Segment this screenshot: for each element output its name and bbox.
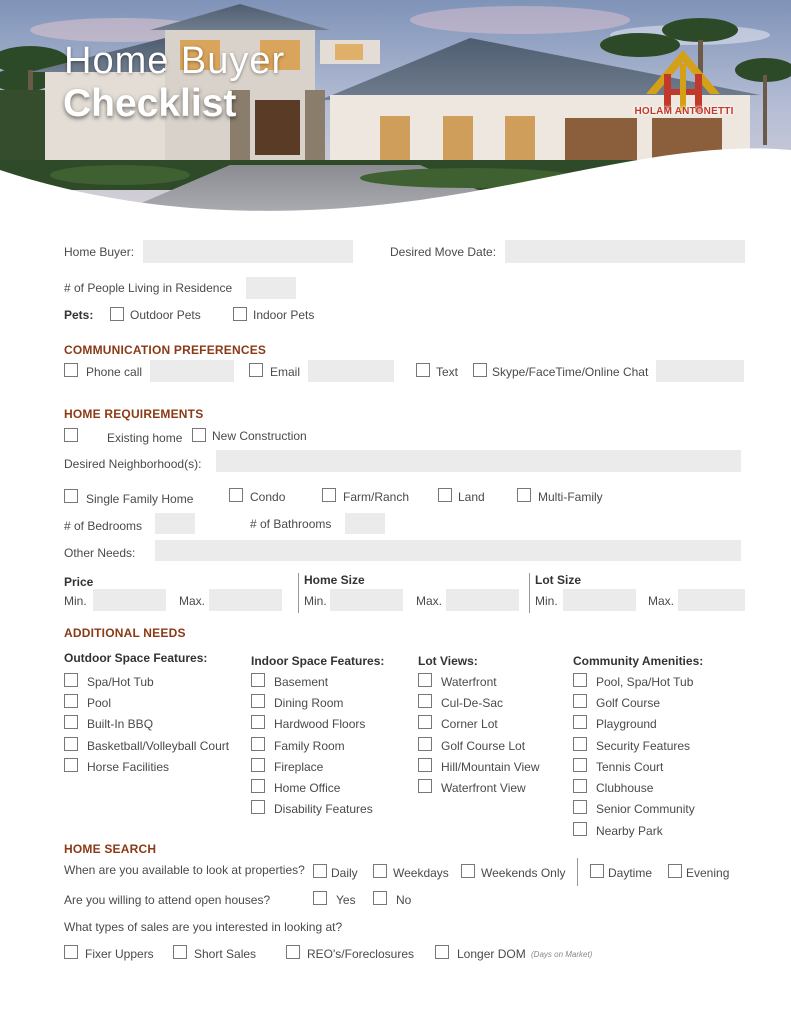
waterfront-checkbox[interactable] [418, 673, 432, 687]
single-family-checkbox[interactable] [64, 489, 78, 503]
open-no-checkbox[interactable] [373, 891, 387, 905]
outdoor-item: Built-In BBQ [87, 717, 154, 731]
email-checkbox[interactable] [249, 363, 263, 377]
outdoor-item: Basketball/Volleyball Court [87, 739, 230, 753]
divider-home-lot [529, 573, 530, 613]
family-room-checkbox[interactable] [251, 737, 265, 751]
indoor-item: Dining Room [274, 696, 344, 710]
phone-call-field[interactable] [150, 360, 234, 382]
home-size-min-field[interactable] [330, 589, 403, 611]
other-needs-field[interactable] [155, 540, 741, 561]
lot-size-max-field[interactable] [678, 589, 745, 611]
amenity-item: Senior Community [596, 802, 695, 816]
amenity-pool-checkbox[interactable] [573, 673, 587, 687]
short-sales-label: Short Sales [194, 947, 257, 961]
people-label: # of People Living in Residence [64, 281, 233, 295]
neighborhood-label: Desired Neighborhood(s): [64, 457, 202, 471]
views-item: Golf Course Lot [441, 739, 526, 753]
lot-size-label: Lot Size [535, 573, 582, 587]
nearby-park-checkbox[interactable] [573, 822, 587, 836]
weekdays-label: Weekdays [393, 866, 449, 880]
existing-home-label: Existing home [107, 431, 183, 445]
daily-checkbox[interactable] [313, 864, 327, 878]
existing-home-checkbox[interactable] [64, 428, 78, 442]
amenity-item: Security Features [596, 739, 691, 753]
indoor-pets-checkbox[interactable] [233, 307, 247, 321]
disability-checkbox[interactable] [251, 800, 265, 814]
price-max-label: Max. [179, 594, 206, 608]
hardwood-checkbox[interactable] [251, 715, 265, 729]
multi-family-label: Multi-Family [538, 490, 603, 504]
weekends-label: Weekends Only [481, 866, 566, 880]
land-checkbox[interactable] [438, 488, 452, 502]
pets-label: Pets: [64, 308, 94, 322]
weekdays-checkbox[interactable] [373, 864, 387, 878]
foreclosures-checkbox[interactable] [286, 945, 300, 959]
title-line-1: Home Buyer [64, 40, 286, 82]
home-buyer-field[interactable] [143, 240, 353, 263]
home-size-max-field[interactable] [446, 589, 519, 611]
open-yes-label: Yes [336, 893, 356, 907]
email-field[interactable] [308, 360, 394, 382]
price-max-field[interactable] [209, 589, 282, 611]
open-no-label: No [396, 893, 412, 907]
sales-question: What types of sales are you interested in looking at? [64, 920, 343, 934]
open-house-question: Are you willing to attend open houses? [64, 893, 271, 907]
open-yes-checkbox[interactable] [313, 891, 327, 905]
home-size-max-label: Max. [416, 594, 443, 608]
corner-lot-checkbox[interactable] [418, 715, 432, 729]
senior-community-checkbox[interactable] [573, 800, 587, 814]
daytime-label: Daytime [608, 866, 653, 880]
pool-checkbox[interactable] [64, 694, 78, 708]
land-label: Land [458, 490, 485, 504]
bathrooms-field[interactable] [345, 513, 385, 534]
views-item: Waterfront View [441, 781, 526, 795]
bedrooms-label: # of Bedrooms [64, 519, 143, 533]
views-item: Corner Lot [441, 717, 498, 731]
brand-name: HOLAM ANTONETTI [634, 106, 734, 117]
evening-checkbox[interactable] [668, 864, 682, 878]
amenities-title: Community Amenities: [573, 654, 704, 668]
home-buyer-label: Home Buyer: [64, 245, 135, 259]
new-construction-checkbox[interactable] [192, 428, 206, 442]
waterfront-view-checkbox[interactable] [418, 779, 432, 793]
amenity-item: Tennis Court [596, 760, 664, 774]
foreclosures-label: REO's/Foreclosures [307, 947, 414, 961]
available-question: When are you available to look at properties? [64, 863, 305, 877]
home-office-checkbox[interactable] [251, 779, 265, 793]
move-date-label: Desired Move Date: [390, 245, 497, 259]
longer-dom-label: Longer DOM [457, 947, 526, 961]
cul-de-sac-checkbox[interactable] [418, 694, 432, 708]
longer-dom-checkbox[interactable] [435, 945, 449, 959]
requirements-heading: HOME REQUIREMENTS [64, 407, 204, 421]
outdoor-item: Spa/Hot Tub [87, 675, 154, 689]
indoor-title: Indoor Space Features: [251, 654, 385, 668]
condo-label: Condo [250, 490, 286, 504]
court-checkbox[interactable] [64, 737, 78, 751]
outdoor-item: Pool [87, 696, 112, 710]
short-sales-checkbox[interactable] [173, 945, 187, 959]
views-item: Waterfront [441, 675, 497, 689]
tennis-checkbox[interactable] [573, 758, 587, 772]
bathrooms-label: # of Bathrooms [250, 517, 332, 531]
communication-heading: COMMUNICATION PREFERENCES [64, 343, 267, 357]
home-size-min-label: Min. [304, 594, 327, 608]
outdoor-item: Horse Facilities [87, 760, 170, 774]
playground-checkbox[interactable] [573, 715, 587, 729]
indoor-item: Hardwood Floors [274, 717, 366, 731]
online-chat-label: Skype/FaceTime/Online Chat [492, 365, 649, 379]
weekends-checkbox[interactable] [461, 864, 475, 878]
fireplace-checkbox[interactable] [251, 758, 265, 772]
email-label: Email [270, 365, 301, 379]
online-chat-field[interactable] [656, 360, 744, 382]
phone-call-checkbox[interactable] [64, 363, 78, 377]
additional-heading: ADDITIONAL NEEDS [64, 626, 186, 640]
outdoor-pets-checkbox[interactable] [110, 307, 124, 321]
indoor-item: Family Room [274, 739, 345, 753]
home-size-label: Home Size [304, 573, 365, 587]
text-checkbox[interactable] [416, 363, 430, 377]
lot-size-min-field[interactable] [563, 589, 636, 611]
neighborhood-field[interactable] [216, 450, 741, 472]
divider-availability [577, 858, 578, 886]
move-date-field[interactable] [505, 240, 745, 263]
hero-banner [0, 0, 791, 225]
phone-call-label: Phone call [86, 365, 143, 379]
new-construction-label: New Construction [212, 429, 307, 443]
daytime-checkbox[interactable] [590, 864, 604, 878]
views-title: Lot Views: [418, 654, 478, 668]
clubhouse-checkbox[interactable] [573, 779, 587, 793]
bbq-checkbox[interactable] [64, 715, 78, 729]
bedrooms-field[interactable] [155, 513, 195, 534]
text-label: Text [436, 365, 459, 379]
price-label: Price [64, 575, 94, 589]
views-item: Hill/Mountain View [441, 760, 540, 774]
amenity-item: Playground [596, 717, 657, 731]
spa-hot-tub-checkbox[interactable] [64, 673, 78, 687]
dining-room-checkbox[interactable] [251, 694, 265, 708]
indoor-item: Home Office [274, 781, 341, 795]
single-family-label: Single Family Home [86, 492, 194, 506]
multi-family-checkbox[interactable] [517, 488, 531, 502]
farm-ranch-label: Farm/Ranch [343, 490, 410, 504]
lot-size-min-label: Min. [535, 594, 558, 608]
hill-view-checkbox[interactable] [418, 758, 432, 772]
horse-checkbox[interactable] [64, 758, 78, 772]
golf-course-checkbox[interactable] [573, 694, 587, 708]
condo-checkbox[interactable] [229, 488, 243, 502]
farm-ranch-checkbox[interactable] [322, 488, 336, 502]
indoor-item: Disability Features [274, 802, 373, 816]
fixer-uppers-checkbox[interactable] [64, 945, 78, 959]
outdoor-pets-label: Outdoor Pets [130, 308, 201, 322]
lot-size-max-label: Max. [648, 594, 675, 608]
price-min-field[interactable] [93, 589, 166, 611]
basement-checkbox[interactable] [251, 673, 265, 687]
divider-price-home [298, 573, 299, 613]
title-line-2: Checklist [63, 82, 237, 125]
security-checkbox[interactable] [573, 737, 587, 751]
people-field[interactable] [246, 277, 296, 299]
fixer-uppers-label: Fixer Uppers [85, 947, 154, 961]
amenity-item: Golf Course [596, 696, 661, 710]
other-needs-label: Other Needs: [64, 546, 136, 560]
price-min-label: Min. [64, 594, 87, 608]
dom-note: (Days on Market) [531, 950, 593, 959]
daily-label: Daily [331, 866, 358, 880]
amenity-item: Nearby Park [596, 824, 663, 838]
golf-lot-checkbox[interactable] [418, 737, 432, 751]
amenity-item: Clubhouse [596, 781, 654, 795]
online-chat-checkbox[interactable] [473, 363, 487, 377]
indoor-pets-label: Indoor Pets [253, 308, 315, 322]
amenity-item: Pool, Spa/Hot Tub [596, 675, 694, 689]
outdoor-title: Outdoor Space Features: [64, 651, 208, 665]
indoor-item: Basement [274, 675, 329, 689]
indoor-item: Fireplace [274, 760, 324, 774]
evening-label: Evening [686, 866, 730, 880]
views-item: Cul-De-Sac [441, 696, 504, 710]
search-heading: HOME SEARCH [64, 842, 157, 856]
